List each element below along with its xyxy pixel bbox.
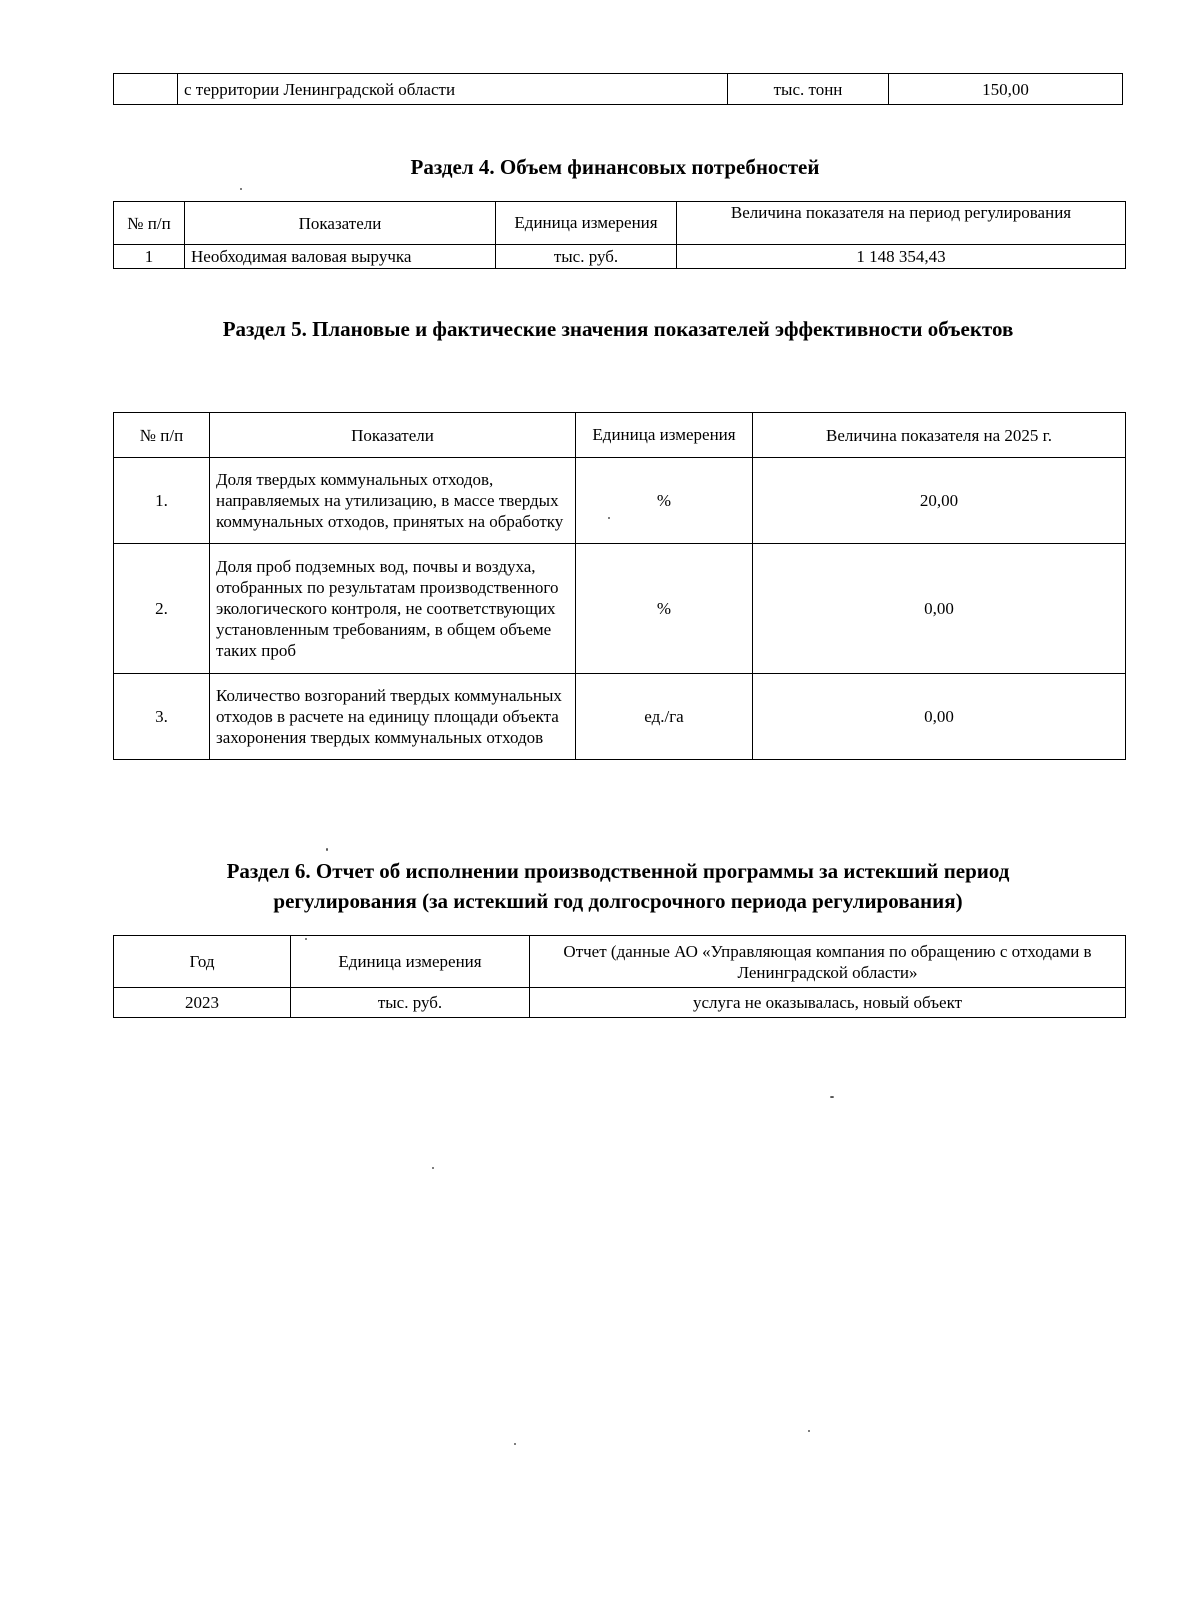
table-row — [114, 458, 1126, 544]
row-value: 1 148 354,43 — [677, 245, 1126, 269]
table-row — [114, 988, 1126, 1018]
scan-speck — [808, 1430, 810, 1432]
scan-speck — [514, 1443, 516, 1445]
header-unit: Единица измерения — [496, 202, 677, 245]
section6-table — [113, 935, 1126, 1018]
table-row — [114, 544, 1126, 674]
header-value: Величина показателя на период регулирования — [677, 202, 1126, 245]
row-value: 20,00 — [753, 458, 1126, 544]
table-row — [114, 674, 1126, 760]
header-unit: Единица измерения — [576, 413, 753, 458]
row-label: с территории Ленинградской области — [178, 74, 728, 105]
scan-speck — [305, 938, 307, 940]
row-name: Доля проб подземных вод, почвы и воздуха, отобранных по результатам производственного экологического контроля, не соответствующих установленным требованиям, в общем объеме таких проб — [210, 544, 576, 674]
row-value: 0,00 — [753, 674, 1126, 760]
header-num: № п/п — [114, 202, 185, 245]
header-indicator: Показатели — [210, 413, 576, 458]
scan-speck — [830, 1096, 834, 1098]
row-num: 2. — [114, 544, 210, 674]
row-num: 1 — [114, 245, 185, 269]
section5-title: Раздел 5. Плановые и фактические значения показателей эффективности объектов — [222, 317, 1014, 341]
row-num: 3. — [114, 674, 210, 760]
continuation-table — [113, 73, 1123, 105]
row-unit: тыс. руб. — [291, 988, 530, 1018]
section6-title-line2: регулирования (за истекший год долгосрочного периода регулирования) — [273, 889, 963, 913]
row-unit: тыс. тонн — [728, 74, 889, 105]
row-name: Необходимая валовая выручка — [185, 245, 496, 269]
row-name: Доля твердых коммунальных отходов, направляемых на утилизацию, в массе твердых коммунальных отходов, принятых на обработку — [210, 458, 576, 544]
section5-table — [113, 412, 1126, 760]
row-unit: % — [576, 458, 753, 544]
scan-speck — [326, 848, 328, 851]
header-year: Год — [114, 936, 291, 988]
row-report: услуга не оказывалась, новый объект — [530, 988, 1126, 1018]
row-unit: тыс. руб. — [496, 245, 677, 269]
row-year: 2023 — [114, 988, 291, 1018]
row-unit: % — [576, 544, 753, 674]
header-indicator: Показатели — [185, 202, 496, 245]
header-unit: Единица измерения — [291, 936, 530, 988]
section4-table — [113, 201, 1126, 269]
row-value: 0,00 — [753, 544, 1126, 674]
row-num: 1. — [114, 458, 210, 544]
row-value: 150,00 — [889, 74, 1123, 105]
table-row — [114, 245, 1126, 269]
row-unit: ед./га — [576, 674, 753, 760]
scan-speck — [240, 188, 242, 190]
row-name: Количество возгораний твердых коммунальных отходов в расчете на единицу площади объекта захоронения твердых коммунальных отходов — [210, 674, 576, 760]
header-report: Отчет (данные АО «Управляющая компания по обращению с отходами в Ленинградской области» — [530, 936, 1126, 988]
section6-title-line1: Раздел 6. Отчет об исполнении производственной программы за истекший период — [226, 859, 1010, 883]
scan-speck — [608, 517, 610, 519]
scan-speck — [432, 1167, 434, 1169]
header-value: Величина показателя на 2025 г. — [753, 413, 1126, 458]
header-num: № п/п — [114, 413, 210, 458]
section4-title: Раздел 4. Объем финансовых потребностей — [410, 155, 820, 179]
empty-cell — [114, 74, 178, 105]
